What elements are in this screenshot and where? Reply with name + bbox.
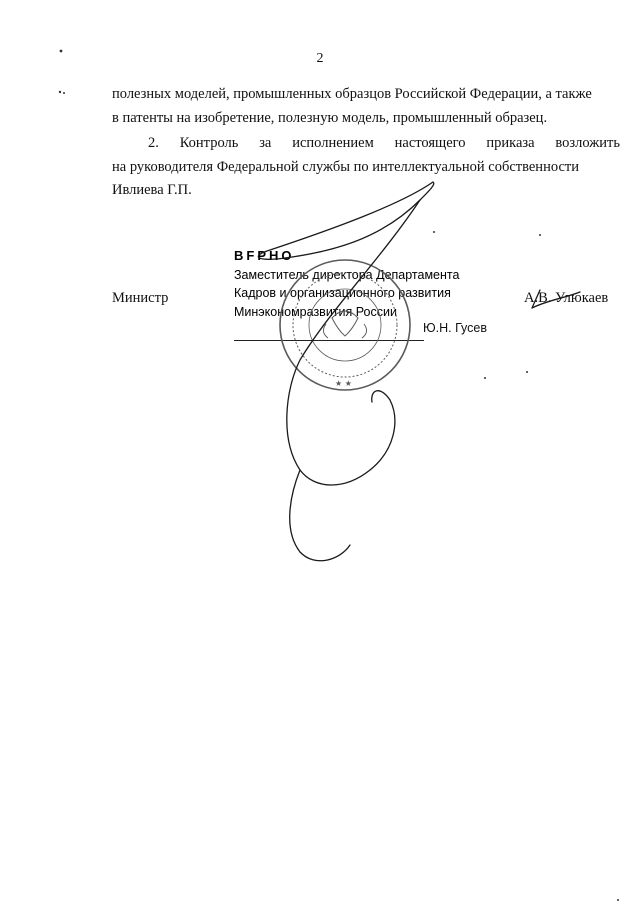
verification-line-2: Кадров и организационного развития <box>234 286 451 300</box>
page-number: 2 <box>316 51 324 66</box>
paragraph-2-line-1 <box>148 132 620 156</box>
paragraph-2-word: за <box>259 135 272 151</box>
signatory-name: А.В. Улюкаев <box>524 290 609 306</box>
svg-text:★ ★: ★ ★ <box>335 379 352 388</box>
paragraph-2-word: настоящего <box>394 135 466 151</box>
paragraph-2-line-2: на руководителя Федеральной службы по интеллектуальной собственности <box>112 158 579 175</box>
signatory-role: Министр <box>112 290 169 306</box>
paragraph-2-word: Контроль <box>179 135 239 151</box>
paragraph-2-word: 2. <box>148 135 159 151</box>
handwritten-signature-icon <box>258 182 580 561</box>
verification-block <box>234 247 459 321</box>
paragraph-2-word: исполнением <box>292 135 374 151</box>
paragraph-2 <box>112 132 620 203</box>
paragraph-1 <box>112 83 620 130</box>
paragraph-1-line-2: в патенты на изобретение, полезную модель, промышленный образец. <box>112 109 548 126</box>
verification-line-3: Минэкономразвития России <box>234 304 397 319</box>
verification-name: Ю.Н. Гусев <box>423 321 487 335</box>
paragraph-1-line-1: полезных моделей, промышленных образцов Российской Федерации, а также <box>112 86 592 102</box>
verification-mark: BFPHO <box>234 248 295 263</box>
verification-underline <box>234 340 424 341</box>
paragraph-2-word: приказа <box>486 135 535 151</box>
verification-line-1: Заместитель директора Департамента <box>234 267 460 282</box>
paragraph-2-word: возложить <box>555 135 620 151</box>
paragraph-2-line-3: Ивлиева Г.П. <box>112 182 192 198</box>
